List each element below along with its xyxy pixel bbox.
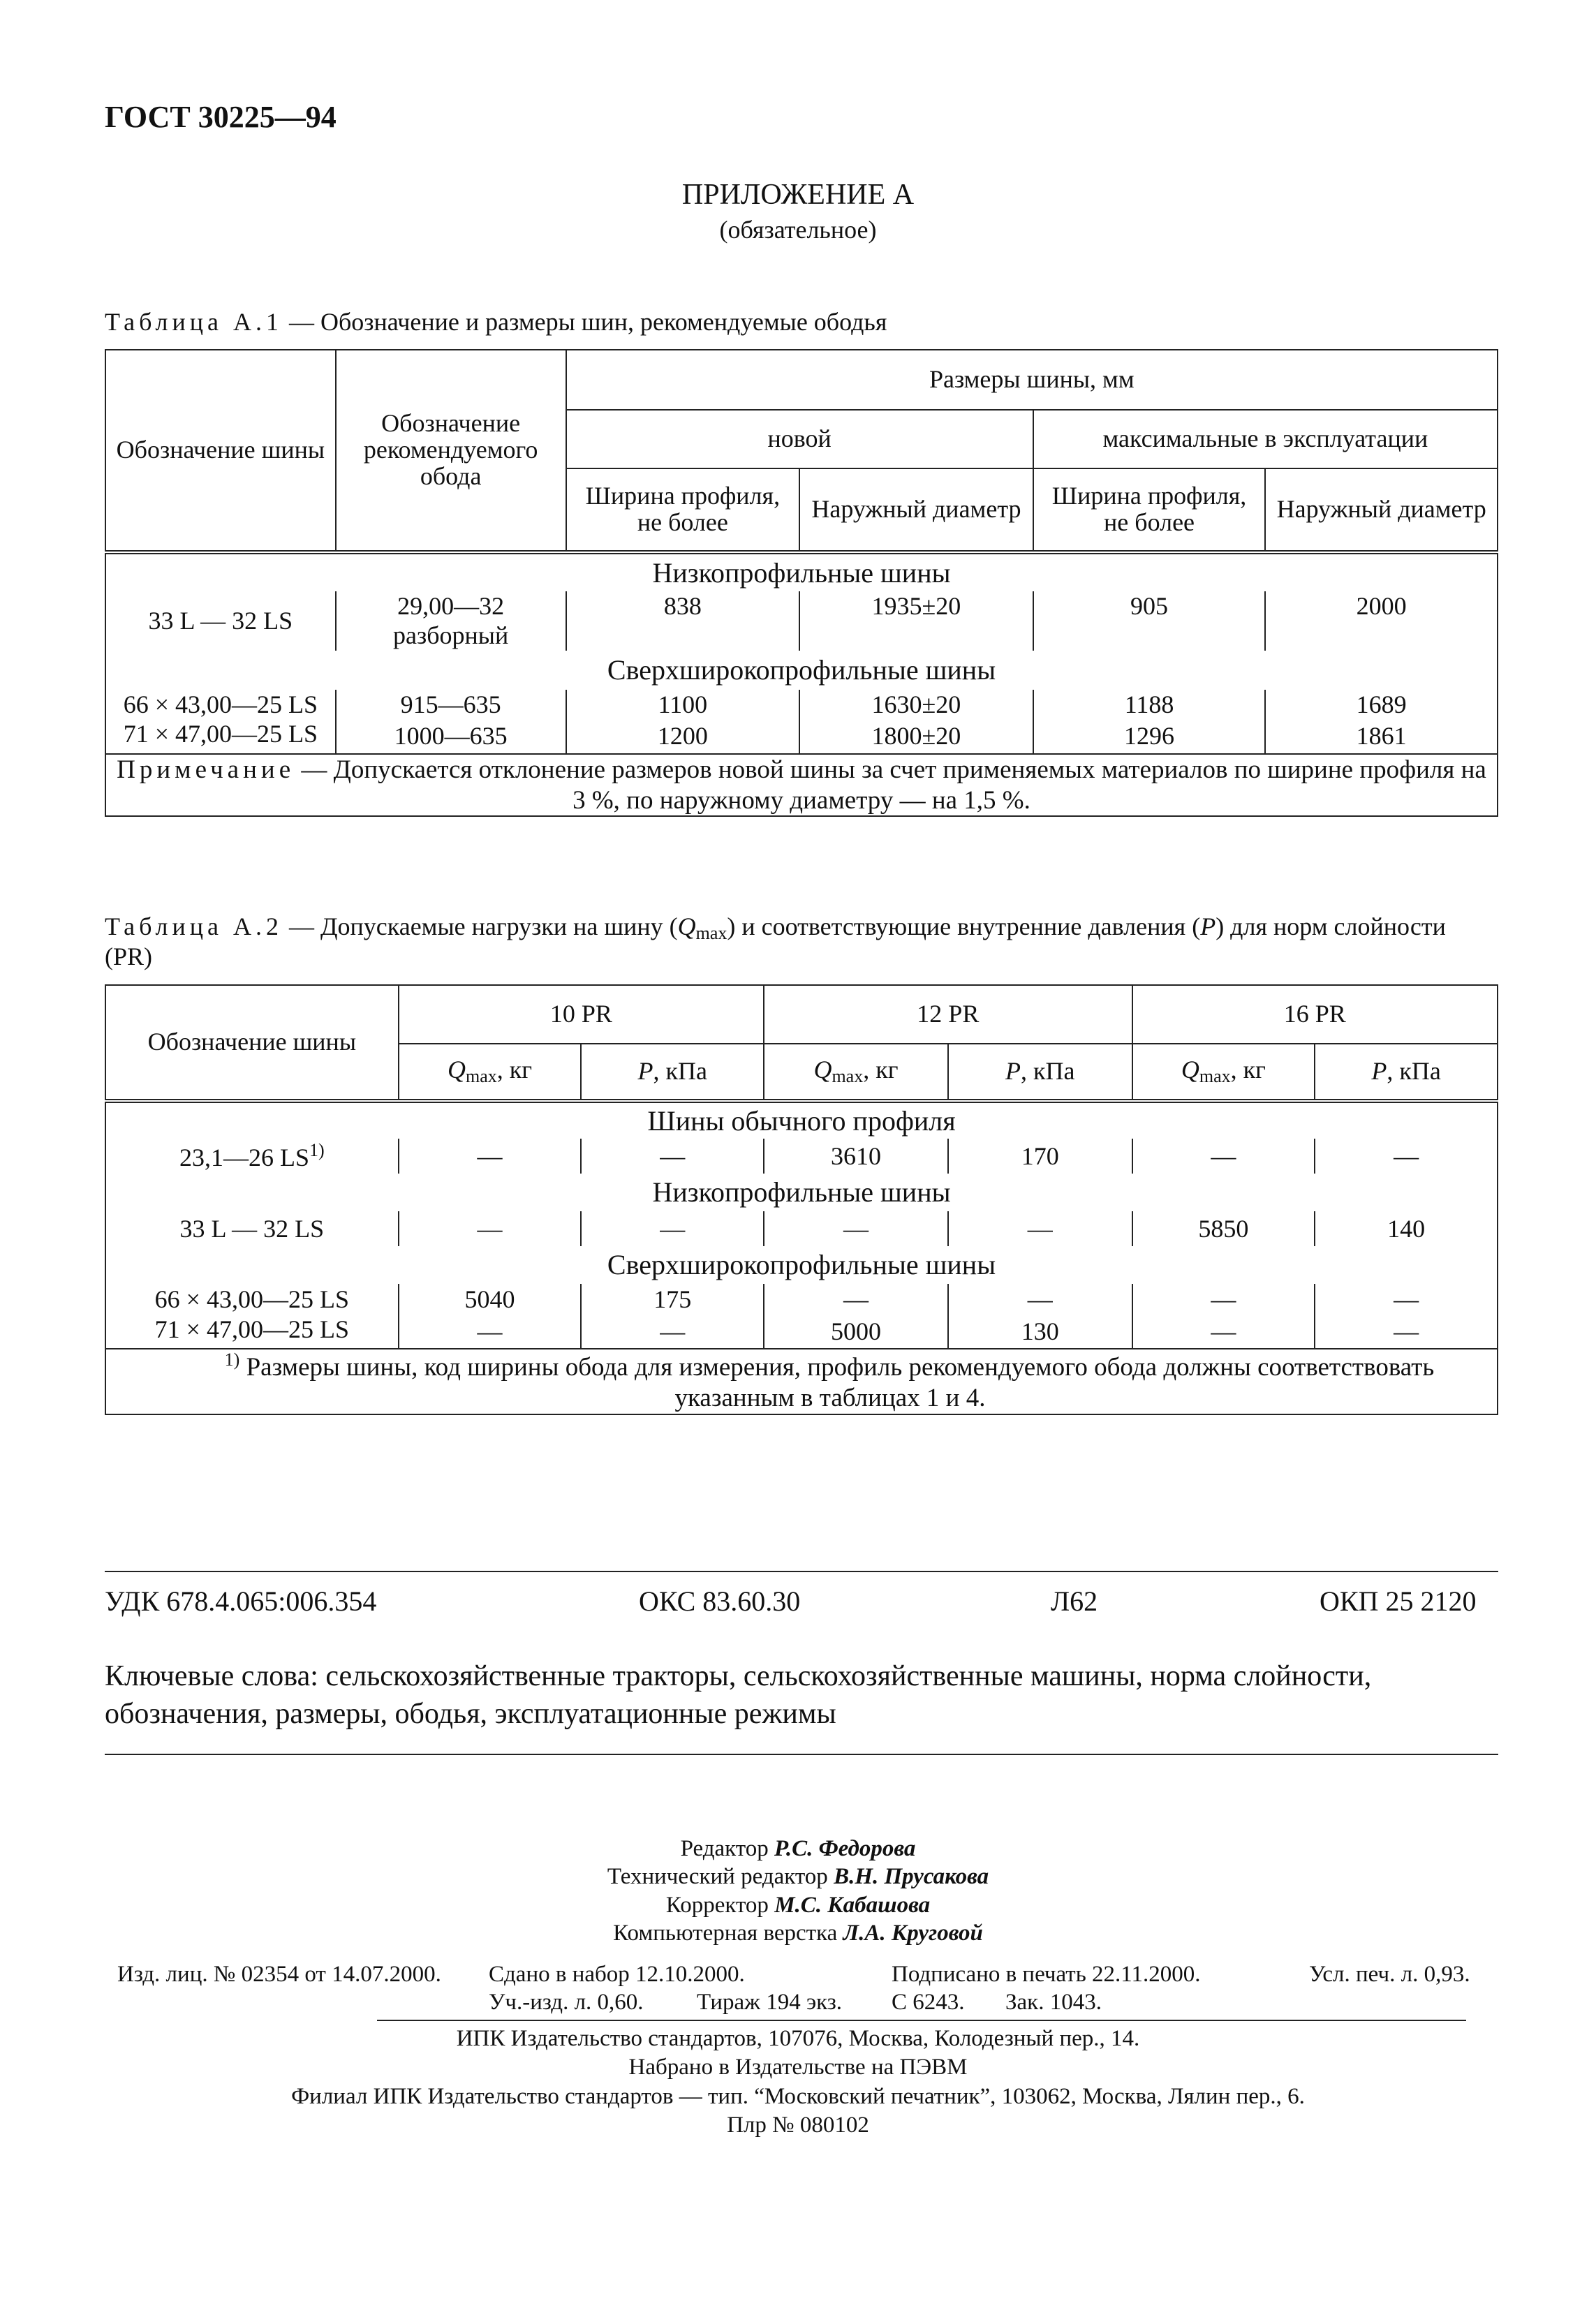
- table2-cell-q-10pr: —: [399, 1139, 582, 1174]
- divider: [105, 1754, 1498, 1755]
- p-symbol: P: [1005, 1057, 1021, 1086]
- table2-caption: [105, 913, 1498, 970]
- okp-code: ОКП 25 2120: [1320, 1585, 1477, 1617]
- table1-cell-width-max: 1296: [1033, 719, 1266, 753]
- credit-layout: [0, 1919, 1596, 1947]
- credit-corrector: [0, 1891, 1596, 1919]
- publisher-line: ИПК Издательство стандартов, 107076, Москва, Колодезный пер., 14.: [456, 2026, 1140, 2051]
- table2-cell-p-10pr: —: [581, 1211, 764, 1246]
- imprint-license: Изд. лиц. № 02354 от 14.07.2000.: [117, 1962, 441, 1987]
- credit-tech-label: Технический редактор: [607, 1864, 828, 1890]
- table1-cell-rim-line2: разборный: [393, 621, 509, 650]
- table1-note: [105, 754, 1498, 816]
- table2-cell-tire: 71 × 47,00—25 LS: [154, 1315, 349, 1343]
- table2-cell-q-12pr: 3610: [764, 1139, 948, 1174]
- credit-layout-name: Л.А. Круговой: [843, 1920, 983, 1946]
- table2-cell-q-10pr: —: [399, 1211, 582, 1246]
- credit-tech: [0, 1863, 1596, 1891]
- table1-cell-diameter-max: 2000: [1265, 591, 1498, 651]
- q-subscript: max: [832, 1066, 864, 1087]
- publisher-line: Филиал ИПК Издательство стандартов — тип. “Московский печатник”, 103062, Москва, Лялин пер., 6.: [291, 2083, 1305, 2109]
- table2-cell-q-12pr: —: [764, 1284, 948, 1315]
- table1-note-text: — Допускается отклонение размеров новой шины за счет применяемых материалов по ширине профиля на 3 %, по наружному диаметру — на 1,5 %.: [295, 755, 1486, 815]
- table2-cell-q-16pr: —: [1132, 1284, 1315, 1315]
- q-unit: , кг: [496, 1056, 533, 1084]
- table1-cell-tire: 66 × 43,00—25 LS: [123, 690, 318, 718]
- table2-caption-text-2: ) и соответствующие внутренние давления (: [727, 912, 1201, 940]
- table1-cell-width-new: 1100: [566, 690, 800, 719]
- table2-cell-tire: 33 L — 32 LS: [179, 1214, 325, 1243]
- imprint-run: Тираж 194 экз.: [697, 1990, 842, 2015]
- p-unit: , кПа: [1020, 1057, 1075, 1086]
- table1-caption-text: — Обозначение и размеры шин, рекомендуемые ободья: [282, 308, 887, 336]
- table2-footnote: [105, 1349, 1498, 1414]
- l-code: Л62: [1051, 1585, 1098, 1617]
- table1-header-max: максимальные в эксплуатации: [1033, 410, 1498, 468]
- credit-tech-name: В.Н. Прусакова: [834, 1864, 989, 1890]
- q-subscript: max: [466, 1066, 497, 1087]
- q-symbol: Q: [448, 1056, 466, 1084]
- table1-cell-rim: [336, 591, 566, 651]
- table2-header-10pr: 10 PR: [399, 985, 764, 1044]
- credit-editor-name: Р.С. Федорова: [774, 1836, 916, 1861]
- udk-code: УДК 678.4.065:006.354: [105, 1585, 377, 1617]
- table2-cell-q-12pr: —: [764, 1211, 948, 1246]
- table1-cell-diameter-max: 1861: [1265, 719, 1498, 753]
- divider: [105, 1571, 1498, 1572]
- table1-cell-tire: 71 × 47,00—25 LS: [123, 720, 318, 748]
- table1-caption-label: Таблица А.1: [105, 308, 283, 336]
- table1-caption: [105, 307, 887, 336]
- appendix-subtitle: (обязательное): [719, 216, 877, 244]
- credit-editor-label: Редактор: [680, 1836, 769, 1861]
- table1-cell-diameter-max: 1689: [1265, 690, 1498, 719]
- oks-code: ОКС 83.60.30: [639, 1585, 801, 1617]
- table2-cell-p-10pr: —: [581, 1315, 764, 1349]
- table2-cell-p-12pr: —: [948, 1211, 1132, 1246]
- table-row: [105, 1211, 1498, 1246]
- keywords: Ключевые слова: сельскохозяйственные тракторы, сельскохозяйственные машины, норма слойности, обозначения, размеры, ободья, эксплуатационные режимы: [105, 1660, 1372, 1730]
- table1-cell-diameter-new: 1935±20: [799, 591, 1033, 651]
- table2-cell-p-12pr: 170: [948, 1139, 1132, 1174]
- credit-layout-label: Компьютерная верстка: [613, 1920, 838, 1946]
- q-symbol: Q: [1181, 1056, 1199, 1084]
- credit-editor: [0, 1835, 1596, 1863]
- table2-section-title: Шины обычного профиля: [105, 1101, 1498, 1139]
- publisher-line: Плр № 080102: [727, 2112, 869, 2138]
- q-symbol: Q: [813, 1056, 832, 1084]
- table2-cell-p-12pr: —: [948, 1284, 1132, 1315]
- table2-cell-q-16pr: —: [1132, 1315, 1315, 1349]
- table2-caption-p: P: [1200, 912, 1216, 940]
- credits: [0, 1835, 1596, 1947]
- table-row: [105, 591, 1498, 651]
- p-unit: , кПа: [653, 1057, 707, 1086]
- table1-header-sizes: Размеры шины, мм: [566, 350, 1498, 410]
- table1-header-tire: Обозначение шины: [105, 350, 336, 552]
- publisher-line: Набрано в Издательстве на ПЭВМ: [628, 2055, 968, 2080]
- table2-header-tire: Обозначение шины: [105, 985, 399, 1101]
- table2-header-p-12pr: [948, 1044, 1132, 1101]
- q-unit: , кг: [863, 1056, 899, 1084]
- table1-cell-width-new: 1200: [566, 719, 800, 753]
- imprint-sheets: Усл. печ. л. 0,93.: [1309, 1962, 1470, 1987]
- table2-cell-p-10pr: 175: [581, 1284, 764, 1315]
- footnote-ref: 1): [309, 1139, 325, 1160]
- table2-cell-p-10pr: —: [581, 1139, 764, 1174]
- table2-cell-tire: [105, 1139, 399, 1174]
- table2-cell-p-16pr: 140: [1315, 1211, 1498, 1246]
- table1-header-new: новой: [566, 410, 1033, 468]
- table2-header-16pr: 16 PR: [1132, 985, 1498, 1044]
- imprint-uch: Уч.-изд. л. 0,60.: [489, 1990, 644, 2015]
- table-row: [105, 690, 1498, 719]
- table1-header-rim: Обозначение рекомендуемого обода: [336, 350, 566, 552]
- table2-caption-max: max: [695, 923, 727, 943]
- table2-header-q-16pr: [1132, 1044, 1315, 1101]
- table1-cell-rim: 915—635: [336, 690, 566, 719]
- table1-header-diameter-new: Наружный диаметр: [799, 468, 1033, 552]
- table2-footnote-text: Размеры шины, код ширины обода для измерения, профиль рекомендуемого обода должны соответствовать указанным в таблицах 1 и 4.: [239, 1353, 1435, 1413]
- credit-corrector-name: М.С. Кабашова: [774, 1892, 931, 1918]
- p-symbol: P: [637, 1057, 653, 1086]
- table2-cell-q-16pr: 5850: [1132, 1211, 1315, 1246]
- table-row: [105, 719, 1498, 753]
- table2-cell-q-16pr: —: [1132, 1139, 1315, 1174]
- table2-cell-p-12pr: 130: [948, 1315, 1132, 1349]
- table2-cell-q-12pr: 5000: [764, 1315, 948, 1349]
- document-header: ГОСТ 30225—94: [105, 100, 337, 134]
- table1-cell-width-max: 1188: [1033, 690, 1266, 719]
- table1-cell-width-new: 838: [566, 591, 800, 651]
- table2-header-p-10pr: [581, 1044, 764, 1101]
- table1-cell-width-max: 905: [1033, 591, 1266, 651]
- table2-header-q-12pr: [764, 1044, 948, 1101]
- table2-footnote-mark: 1): [224, 1349, 240, 1370]
- table2-cell-tire: 66 × 43,00—25 LS: [154, 1285, 349, 1313]
- table2-cell-q-10pr: —: [399, 1315, 582, 1349]
- table1-cell-diameter-new: 1800±20: [799, 719, 1033, 753]
- imprint-signed: Подписано в печать 22.11.2000.: [892, 1962, 1201, 1987]
- table1-cell-diameter-new: 1630±20: [799, 690, 1033, 719]
- table2-header-p-16pr: [1315, 1044, 1498, 1101]
- table2-caption-q: Q: [677, 912, 696, 940]
- table1-cell-rim-line1: 29,00—32: [397, 592, 505, 620]
- divider: [377, 2020, 1466, 2021]
- p-symbol: P: [1371, 1057, 1387, 1086]
- table-row: [105, 1139, 1498, 1174]
- q-subscript: max: [1199, 1066, 1231, 1087]
- table1-note-label: Примечание: [117, 755, 295, 784]
- imprint-order: Зак. 1043.: [1005, 1990, 1102, 2015]
- table2-cell-tire-text: 23,1—26 LS: [179, 1143, 309, 1171]
- table2-caption-text-3: ) для норм слойности (PR): [105, 912, 1446, 971]
- table2-cell-p-16pr: —: [1315, 1284, 1498, 1315]
- table1-header-width-new: Ширина профиля, не более: [566, 468, 800, 552]
- table2-caption-label: Таблица А.2: [105, 912, 283, 940]
- table-row: [105, 1284, 1498, 1315]
- table2-header-q-10pr: [399, 1044, 582, 1101]
- table1-section-title: Сверхширокопрофильные шины: [607, 654, 996, 686]
- imprint-c: С 6243.: [892, 1990, 965, 2015]
- credit-corrector-label: Корректор: [665, 1892, 769, 1918]
- table1-section-title: Низкопрофильные шины: [105, 552, 1498, 591]
- table2-section-title: Сверхширокопрофильные шины: [607, 1249, 996, 1281]
- table2-section-title: Низкопрофильные шины: [652, 1176, 951, 1208]
- table2-cell-q-10pr: 5040: [399, 1284, 582, 1315]
- table2-cell-p-16pr: —: [1315, 1139, 1498, 1174]
- table2-cell-p-16pr: —: [1315, 1315, 1498, 1349]
- table1-header-width-max: Ширина профиля, не более: [1033, 468, 1266, 552]
- table2-header-12pr: 12 PR: [764, 985, 1132, 1044]
- table1-cell-tire: 33 L — 32 LS: [148, 607, 293, 635]
- table2: [105, 984, 1498, 1415]
- p-unit: , кПа: [1387, 1057, 1441, 1086]
- q-unit: , кг: [1230, 1056, 1266, 1084]
- publisher-info: [0, 2025, 1596, 2140]
- table2-caption-text-1: — Допускаемые нагрузки на шину (: [282, 912, 678, 940]
- table1-cell-rim: 1000—635: [336, 719, 566, 753]
- table1-header-diameter-max: Наружный диаметр: [1265, 468, 1498, 552]
- appendix-title: ПРИЛОЖЕНИЕ А: [681, 179, 915, 211]
- table1: [105, 349, 1498, 817]
- imprint-sent: Сдано в набор 12.10.2000.: [489, 1962, 745, 1987]
- table-row: [105, 1315, 1498, 1349]
